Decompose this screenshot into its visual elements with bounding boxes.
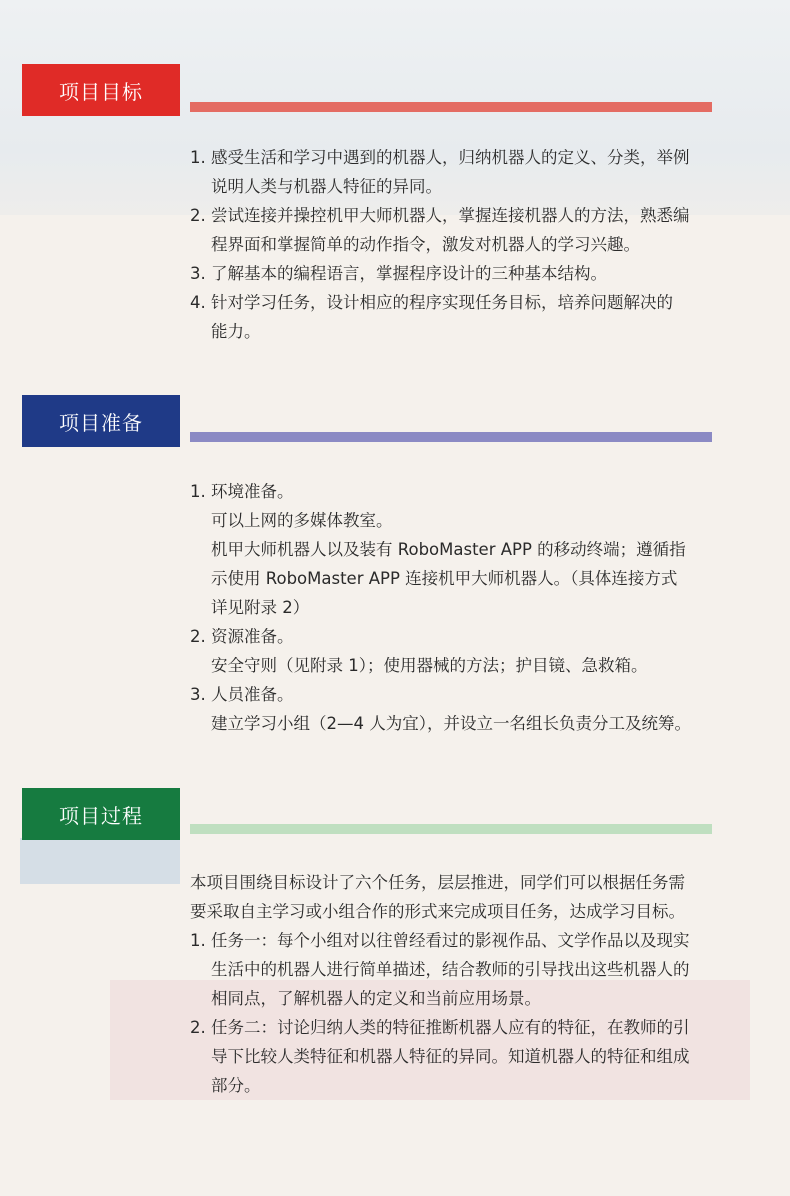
process-item-line: 相同点，了解机器人的定义和当前应用场景。: [211, 989, 541, 1008]
prep-item-number: 3.: [190, 685, 206, 704]
background-bleed-tag: [20, 838, 180, 884]
prep-item-line: 详见附录 2）: [211, 598, 310, 617]
prep-item-line: 建立学习小组（2—4 人为宜），并设立一名组长负责分工及统筹。: [211, 714, 691, 733]
goal-item-line: 针对学习任务，设计相应的程序实现任务目标，培养问题解决的: [211, 293, 673, 312]
goal-item-number: 3.: [190, 264, 206, 283]
goal-item-line: 说明人类与机器人特征的异同。: [211, 177, 442, 196]
process-item-number: 1.: [190, 931, 206, 950]
section-tag-prep: [22, 395, 180, 447]
section-bar-goal: [190, 102, 712, 112]
goal-item-line: 了解基本的编程语言，掌握程序设计的三种基本结构。: [211, 264, 607, 283]
goal-item: [190, 143, 714, 201]
prep-list: [190, 477, 714, 738]
process-body: [190, 868, 714, 1100]
prep-item-line: 机甲大师机器人以及装有 RoboMaster APP 的移动终端；遵循指: [211, 540, 686, 559]
goal-list: [190, 143, 714, 346]
goal-item-line: 感受生活和学习中遇到的机器人，归纳机器人的定义、分类，举例: [211, 148, 690, 167]
section-title-goal: 项目目标: [59, 79, 143, 104]
prep-item-heading: 人员准备。: [211, 685, 294, 704]
prep-item: [190, 477, 714, 622]
goal-item-number: 2.: [190, 206, 206, 225]
process-item-line: 任务一：每个小组对以往曾经看过的影视作品、文学作品以及现实: [211, 931, 690, 950]
goal-item-number: 4.: [190, 293, 206, 312]
process-item: [190, 926, 714, 1013]
prep-item-heading: 环境准备。: [211, 482, 294, 501]
process-intro-line: 要采取自主学习或小组合作的形式来完成项目任务，达成学习目标。: [190, 902, 685, 921]
goal-item: [190, 259, 714, 288]
process-intro-line: 本项目围绕目标设计了六个任务，层层推进，同学们可以根据任务需: [190, 873, 685, 892]
process-item-number: 2.: [190, 1018, 206, 1037]
prep-item: [190, 680, 714, 738]
prep-item-line: 可以上网的多媒体教室。: [211, 511, 393, 530]
section-title-prep: 项目准备: [59, 410, 143, 435]
process-item-line: 任务二：讨论归纳人类的特征推断机器人应有的特征，在教师的引: [211, 1018, 690, 1037]
goal-item-line: 能力。: [211, 322, 261, 341]
process-item-line: 部分。: [211, 1076, 261, 1095]
goal-item-number: 1.: [190, 148, 206, 167]
section-title-process: 项目过程: [59, 803, 143, 828]
process-item-line: 生活中的机器人进行简单描述，结合教师的引导找出这些机器人的: [211, 960, 690, 979]
prep-item-line: 安全守则（见附录 1）；使用器械的方法；护目镜、急救箱。: [211, 656, 648, 675]
goal-item-line: 尝试连接并操控机甲大师机器人，掌握连接机器人的方法，熟悉编: [211, 206, 690, 225]
prep-item-heading: 资源准备。: [211, 627, 294, 646]
section-tag-goal: [22, 64, 180, 116]
section-bar-prep: [190, 432, 712, 442]
prep-item-number: 2.: [190, 627, 206, 646]
goal-item: [190, 288, 714, 346]
goal-item-line: 程界面和掌握简单的动作指令，激发对机器人的学习兴趣。: [211, 235, 640, 254]
prep-item-line: 示使用 RoboMaster APP 连接机甲大师机器人。（具体连接方式: [211, 569, 678, 588]
process-item-line: 导下比较人类特征和机器人特征的异同。知道机器人的特征和组成: [211, 1047, 690, 1066]
prep-item-number: 1.: [190, 482, 206, 501]
prep-item: [190, 622, 714, 680]
process-item: [190, 1013, 714, 1100]
section-tag-process: [22, 788, 180, 840]
section-bar-process: [190, 824, 712, 834]
goal-item: [190, 201, 714, 259]
